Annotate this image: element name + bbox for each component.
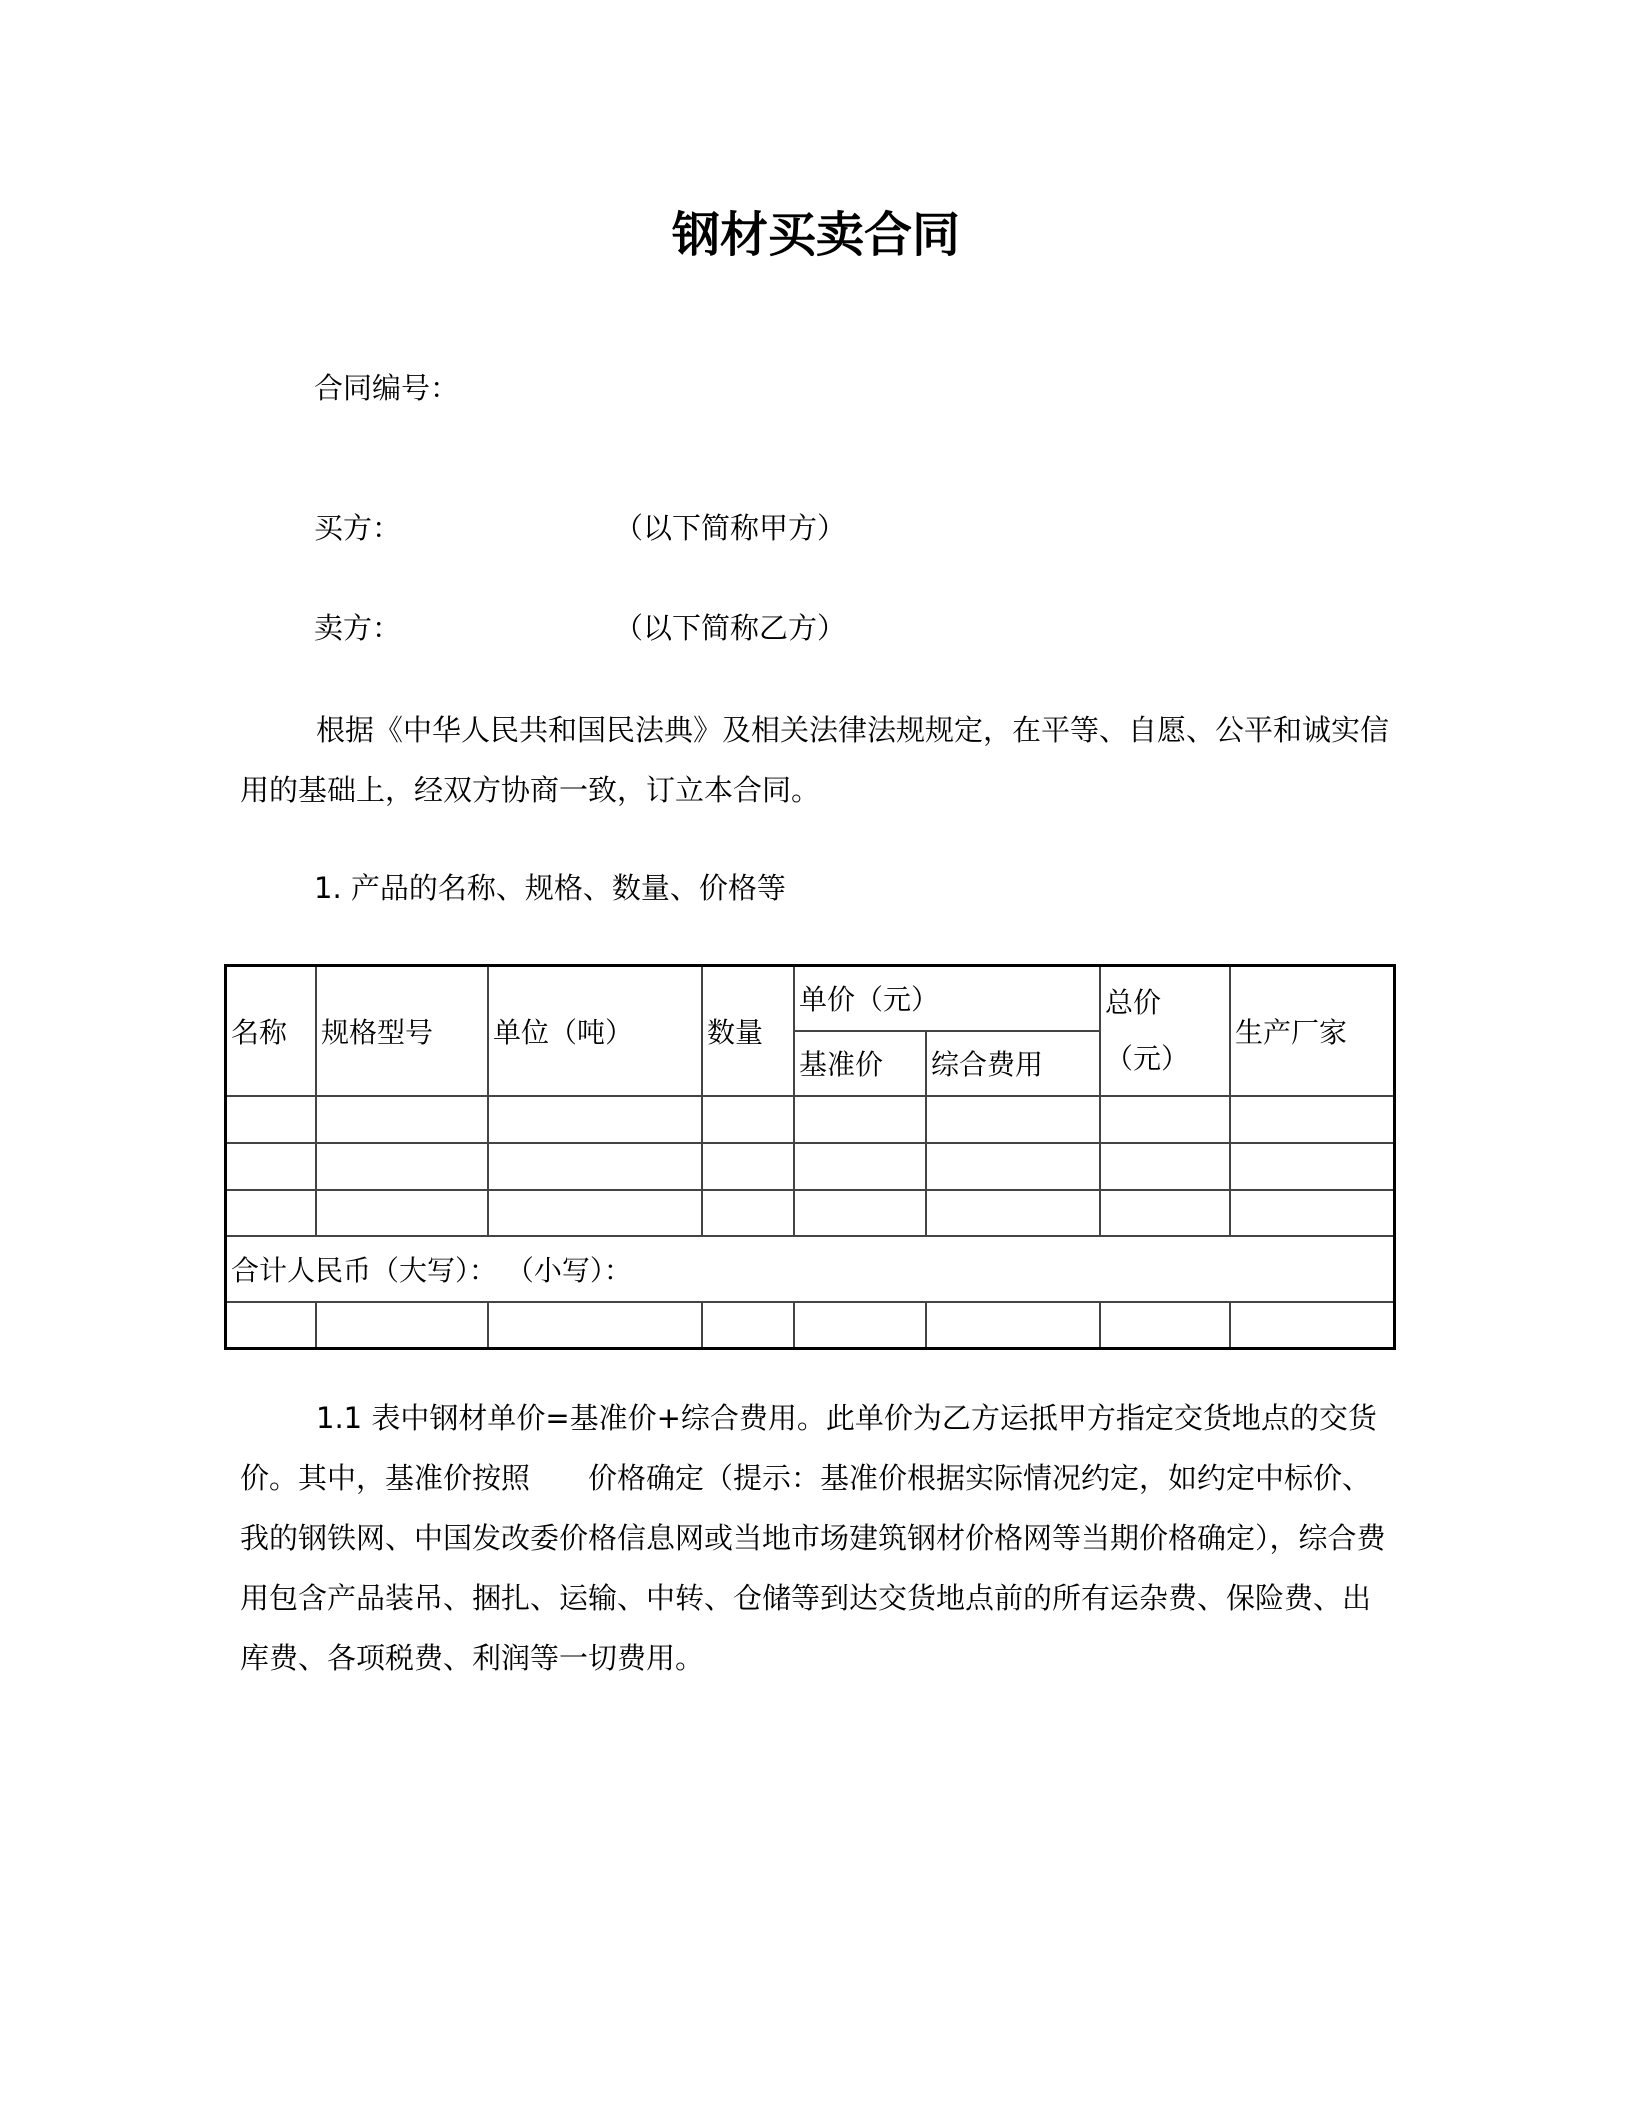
document-title: 钢材买卖合同: [671, 207, 960, 263]
header-total-price-line2: （元）: [1105, 1041, 1190, 1075]
table-total-row: [226, 1236, 1395, 1301]
buyer-alias: （以下简称甲方）: [614, 511, 847, 545]
seller-label: 卖方：: [314, 611, 402, 645]
total-rmb-cell: 合计人民币（大写）： （小写）：: [226, 1236, 1395, 1301]
header-total-price-line1: 总价: [1105, 985, 1162, 1019]
header-comprehensive-fee: 综合费用: [926, 1031, 1100, 1096]
header-spec: 规格型号: [316, 966, 488, 1096]
header-total-price: [1100, 966, 1230, 1096]
table-row: [226, 1190, 1395, 1237]
table-row: [226, 1096, 1395, 1143]
header-manufacturer: 生产厂家: [1230, 966, 1395, 1096]
header-quantity: 数量: [702, 966, 794, 1096]
header-name: 名称: [226, 966, 317, 1096]
seller-alias: （以下简称乙方）: [614, 611, 847, 645]
table-row: [226, 1302, 1395, 1349]
section-heading: 1. 产品的名称、规格、数量、价格等: [314, 871, 786, 905]
product-table: [224, 964, 1396, 1350]
buyer-label: 买方：: [314, 511, 402, 545]
table-row: [226, 1143, 1395, 1190]
clause-1-1: 1.1 表中钢材单价=基准价+综合费用。此单价为乙方运抵甲方指定交货地点的交货价。其中，基准价按照 价格确定（提示：基准价根据实际情况约定，如约定中标价、我的钢铁网、中国发改委价格信息网或当地市场建筑钢材价格网等当期价格确定），综合费用包含产品装吊、捆扎、运输、中转、仓储等到达交货地点前的所有运杂费、保险费、出库费、各项税费、利润等一切费用。: [240, 1401, 1386, 1675]
header-base-price: 基准价: [794, 1031, 926, 1096]
contract-number-label: 合同编号：: [314, 371, 460, 405]
header-unit-price: 单价（元）: [794, 966, 1100, 1031]
intro-paragraph: 根据《中华人民共和国民法典》及相关法律法规规定，在平等、自愿、公平和诚实信用的基础上，经双方协商一致，订立本合同。: [240, 713, 1390, 807]
header-unit: 单位（吨）: [488, 966, 702, 1096]
table-header-row: [226, 966, 1395, 1031]
